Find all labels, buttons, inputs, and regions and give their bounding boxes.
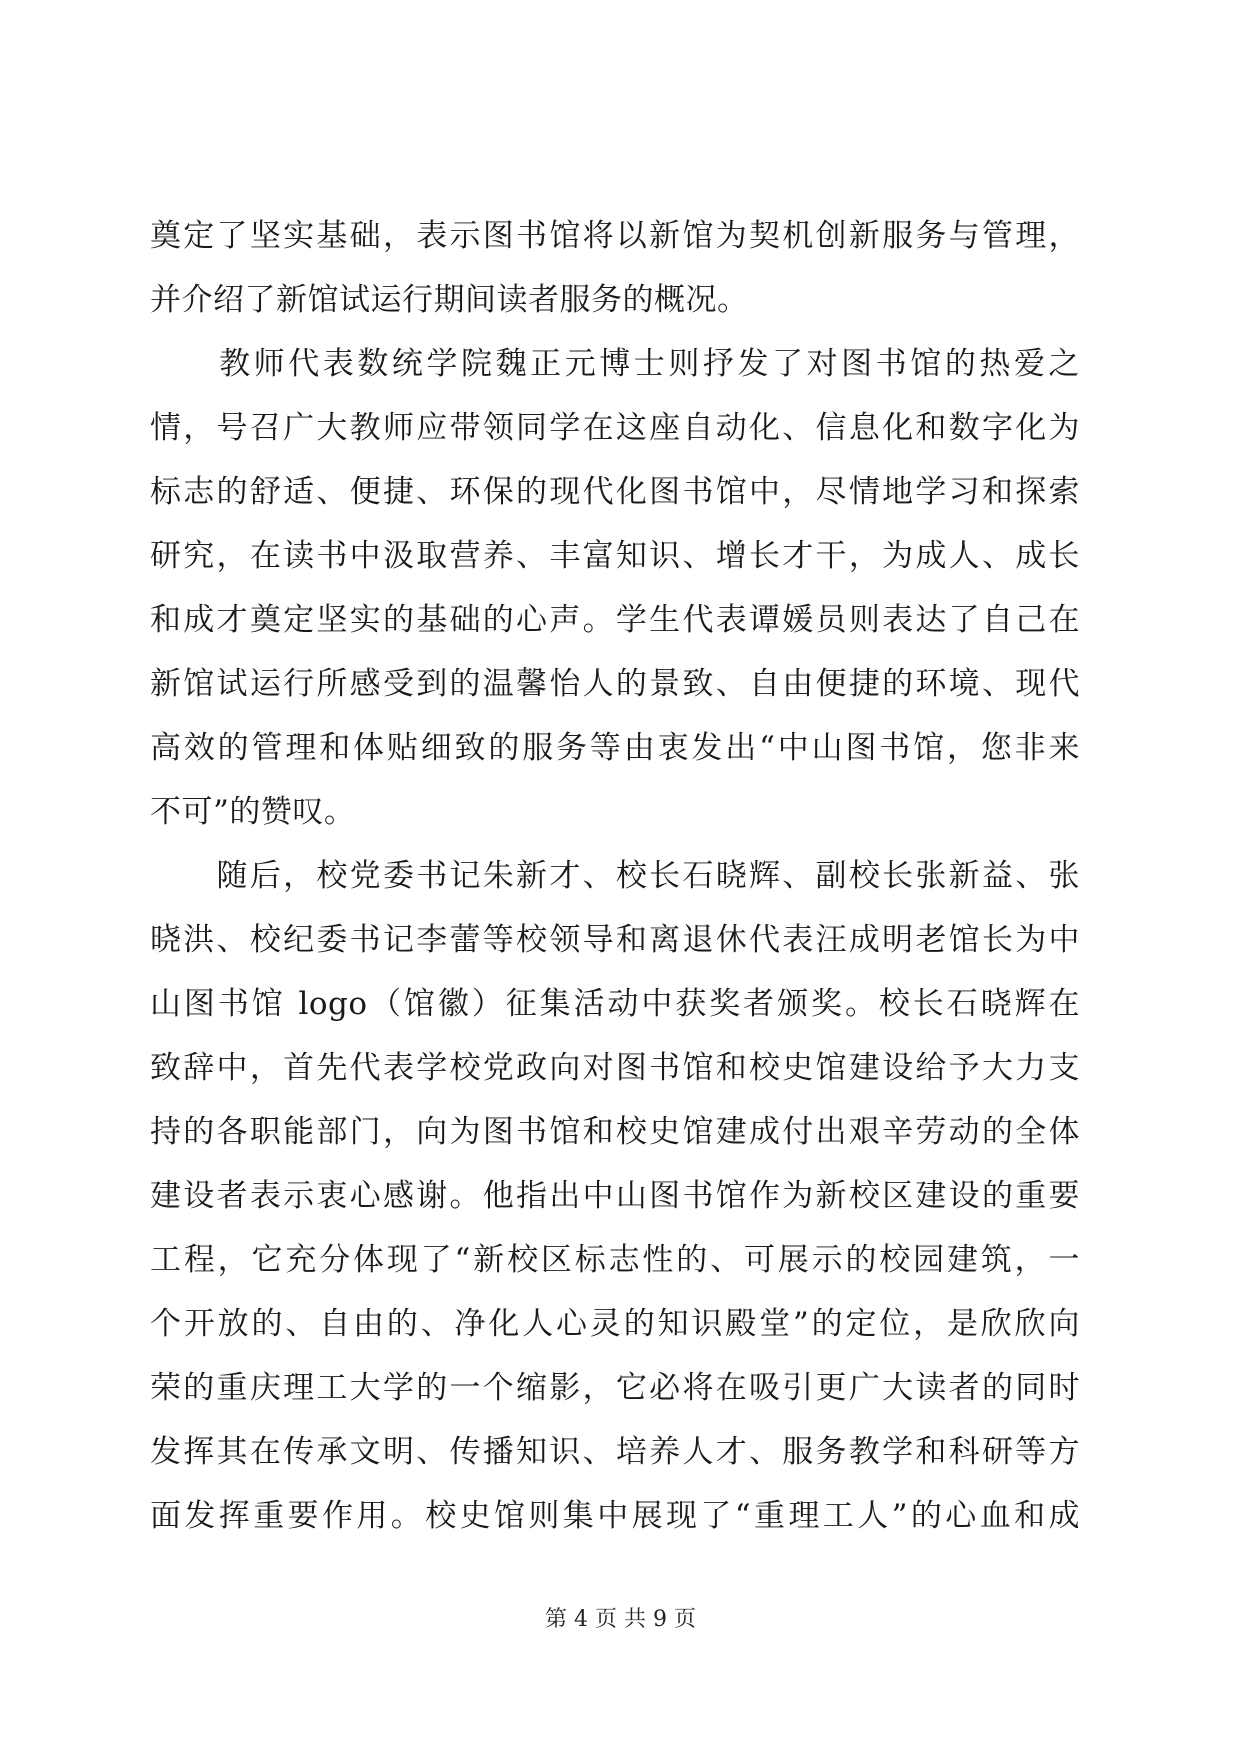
text-line: 和成才奠定坚实的基础的心声。学生代表谭媛员则表达了自己在 — [150, 602, 1080, 638]
text-line: 晓洪、校纪委书记李蕾等校领导和离退休代表汪成明老馆长为中 — [150, 922, 1080, 958]
text-line: 随后，校党委书记朱新才、校长石晓辉、副校长张新益、张 — [150, 858, 1080, 894]
text-line: 工程，它充分体现了“新校区标志性的、可展示的校园建筑，一 — [150, 1242, 1080, 1278]
text-line: 教师代表数统学院魏正元博士则抒发了对图书馆的热爱之 — [150, 346, 1080, 382]
text-line: 高效的管理和体贴细致的服务等由衷发出“中山图书馆，您非来 — [150, 730, 1080, 766]
text-line: 致辞中，首先代表学校党政向对图书馆和校史馆建设给予大力支 — [150, 1050, 1080, 1086]
document-body — [150, 204, 1080, 1548]
text-line: 并介绍了新馆试运行期间读者服务的概况。 — [150, 282, 749, 318]
text-line: 发挥其在传承文明、传播知识、培养人才、服务教学和科研等方 — [150, 1434, 1080, 1470]
text-line: 奠定了坚实基础，表示图书馆将以新馆为契机创新服务与管理， — [150, 218, 1080, 254]
text-line: 面发挥重要作用。校史馆则集中展现了“重理工人”的心血和成 — [150, 1498, 1080, 1534]
text-line: 新馆试运行所感受到的温馨怡人的景致、自由便捷的环境、现代 — [150, 666, 1080, 702]
text-line: 情，号召广大教师应带领同学在这座自动化、信息化和数字化为 — [150, 410, 1080, 446]
text-line: 持的各职能部门，向为图书馆和校史馆建成付出艰辛劳动的全体 — [150, 1114, 1080, 1150]
text-line: 荣的重庆理工大学的一个缩影，它必将在吸引更广大读者的同时 — [150, 1370, 1080, 1406]
text-line: 研究，在读书中汲取营养、丰富知识、增长才干，为成人、成长 — [150, 538, 1080, 574]
text-line: 标志的舒适、便捷、环保的现代化图书馆中，尽情地学习和探索 — [150, 474, 1080, 510]
text-line: 个开放的、自由的、净化人心灵的知识殿堂”的定位，是欣欣向 — [150, 1306, 1080, 1342]
text-line: 山图书馆 logo（馆徽）征集活动中获奖者颁奖。校长石晓辉在 — [150, 986, 1080, 1022]
page-number-footer: 第 4 页 共 9 页 — [545, 1607, 696, 1632]
text-line: 建设者表示衷心感谢。他指出中山图书馆作为新校区建设的重要 — [150, 1178, 1080, 1214]
text-line: 不可”的赞叹。 — [150, 794, 356, 830]
